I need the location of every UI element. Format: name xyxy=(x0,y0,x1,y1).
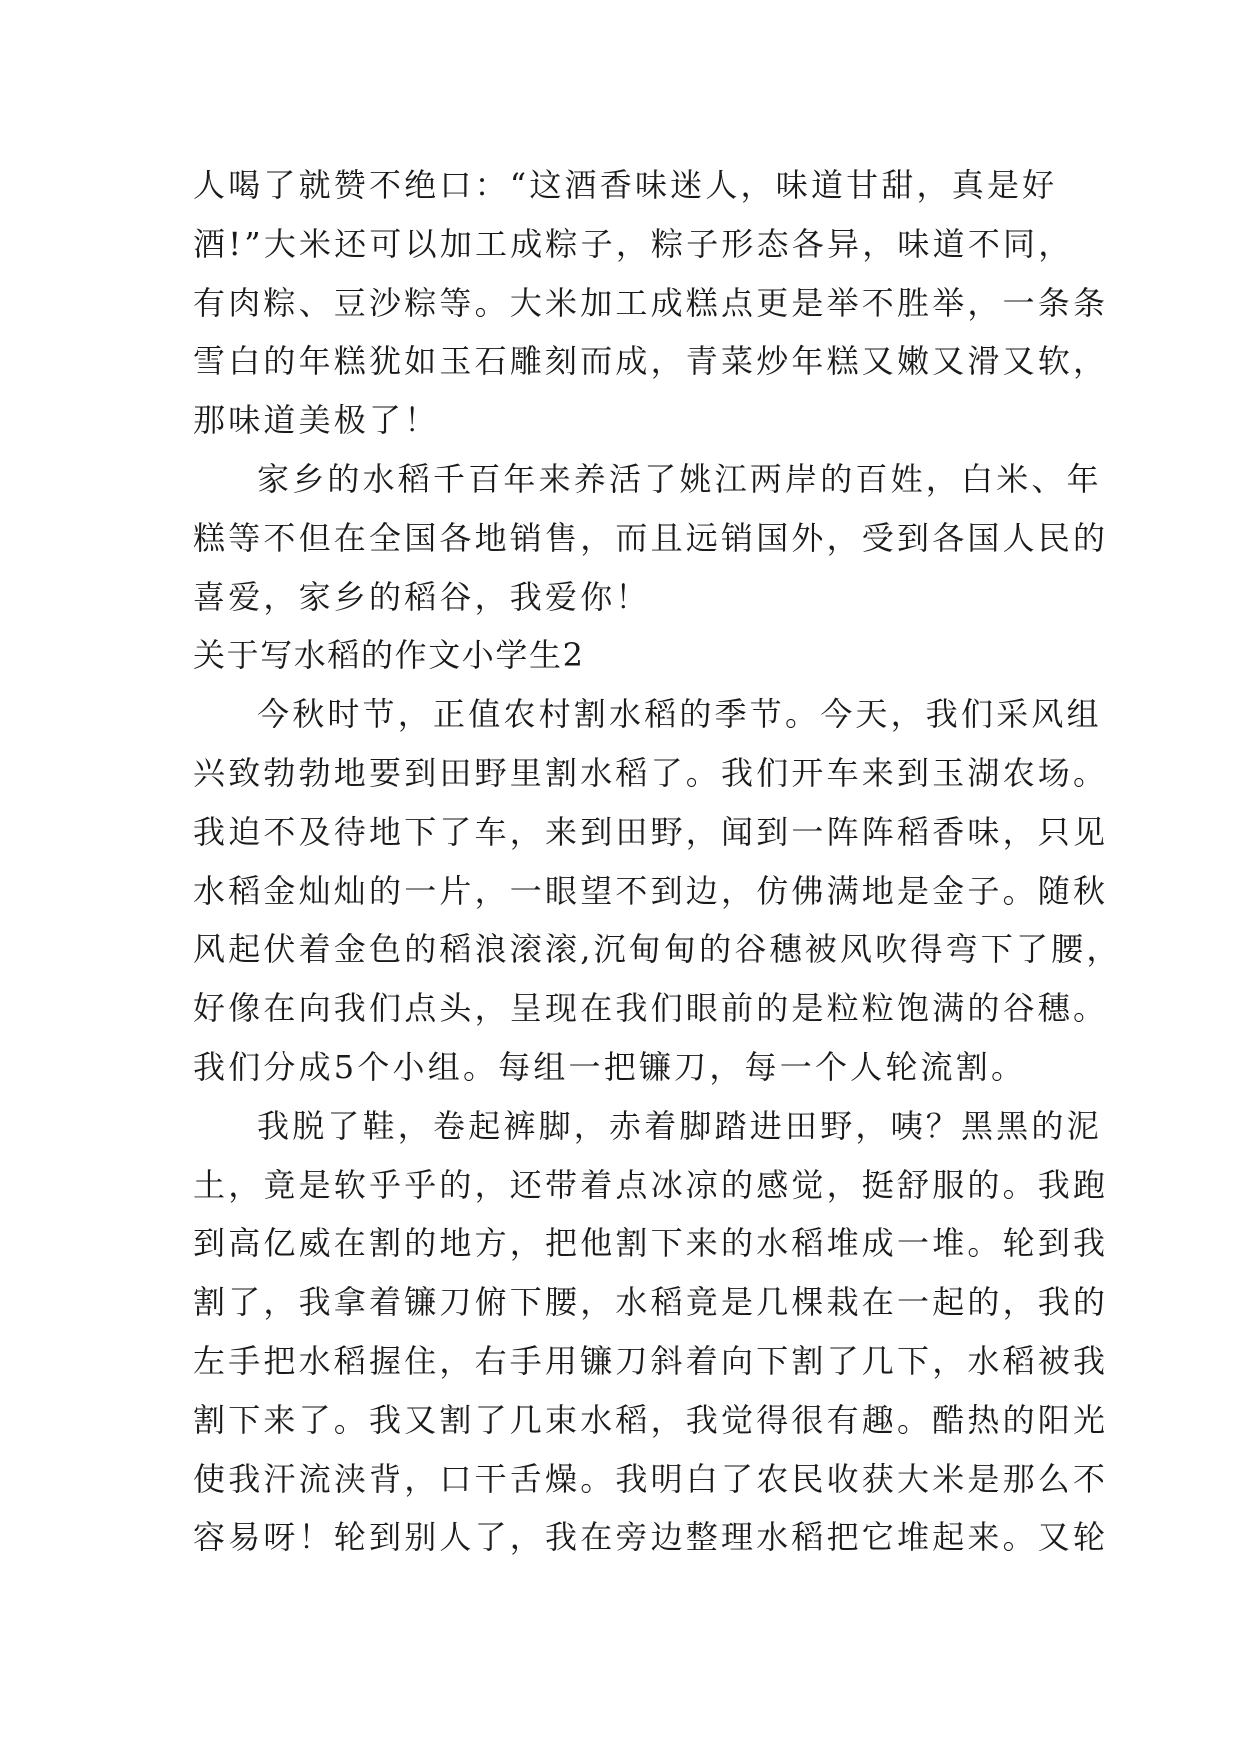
text-line: 割了，我拿着镰刀俯下腰，水稻竟是几棵栽在一起的，我的 xyxy=(193,1283,1109,1322)
text-line: 风起伏着金色的稻浪滚滚,沉甸甸的谷穗被风吹得弯下了腰， xyxy=(193,930,1122,969)
text-line: 有肉粽、豆沙粽等。大米加工成糕点更是举不胜举，一条条 xyxy=(193,283,1109,322)
text-line: 人喝了就赞不绝口：“这酒香味迷人，味道甘甜，真是好 xyxy=(193,166,1058,204)
essay-title: 关于写水稻的作文小学生2 xyxy=(193,636,585,675)
paragraph-first-line: 今秋时节，正值农村割水稻的季节。今天，我们采风组 xyxy=(257,695,1102,734)
text-line: 左手把水稻握住，右手用镰刀斜着向下割了几下，水稻被我 xyxy=(193,1341,1109,1380)
text-line: 土，竟是软乎乎的，还带着点冰凉的感觉，挺舒服的。我跑 xyxy=(193,1165,1109,1204)
essay-body xyxy=(193,156,1122,1567)
text-line: 好像在向我们点头，呈现在我们眼前的是粒粒饱满的谷穗。 xyxy=(193,989,1109,1028)
text-line: 水稻金灿灿的一片，一眼望不到边，仿佛满地是金子。随秋 xyxy=(193,871,1109,910)
text-line: 到高亿威在割的地方，把他割下来的水稻堆成一堆。轮到我 xyxy=(193,1224,1109,1263)
text-line: 喜爱，家乡的稻谷，我爱你！ xyxy=(193,577,651,616)
text-line: 使我汗流浃背，口干舌燥。我明白了农民收获大米是那么不 xyxy=(193,1459,1109,1498)
text-line: 兴致勃勃地要到田野里割水稻了。我们开车来到玉湖农场。 xyxy=(193,753,1109,792)
text-line: 酒!”大米还可以加工成粽子，粽子形态各异，味道不同， xyxy=(193,224,1074,263)
paragraph-first-line: 家乡的水稻千百年来养活了姚江两岸的百姓，白米、年 xyxy=(257,459,1102,498)
text-line: 我们分成5个小组。每组一把镰刀，每一个人轮流割。 xyxy=(193,1047,1027,1086)
paragraph-first-line: 我脱了鞋，卷起裤脚，赤着脚踏进田野，咦？黑黑的泥 xyxy=(257,1106,1102,1145)
text-line: 糕等不但在全国各地销售，而且远销国外，受到各国人民的 xyxy=(193,518,1109,557)
text-line: 那味道美极了！ xyxy=(193,401,440,440)
text-line: 容易呀！轮到别人了，我在旁边整理水稻把它堆起来。又轮 xyxy=(193,1518,1109,1557)
text-line: 割下来了。我又割了几束水稻，我觉得很有趣。酷热的阳光 xyxy=(193,1400,1109,1439)
text-line: 雪白的年糕犹如玉石雕刻而成，青菜炒年糕又嫩又滑又软， xyxy=(193,342,1109,381)
text-line: 我迫不及待地下了车，来到田野，闻到一阵阵稻香味，只见 xyxy=(193,812,1109,851)
